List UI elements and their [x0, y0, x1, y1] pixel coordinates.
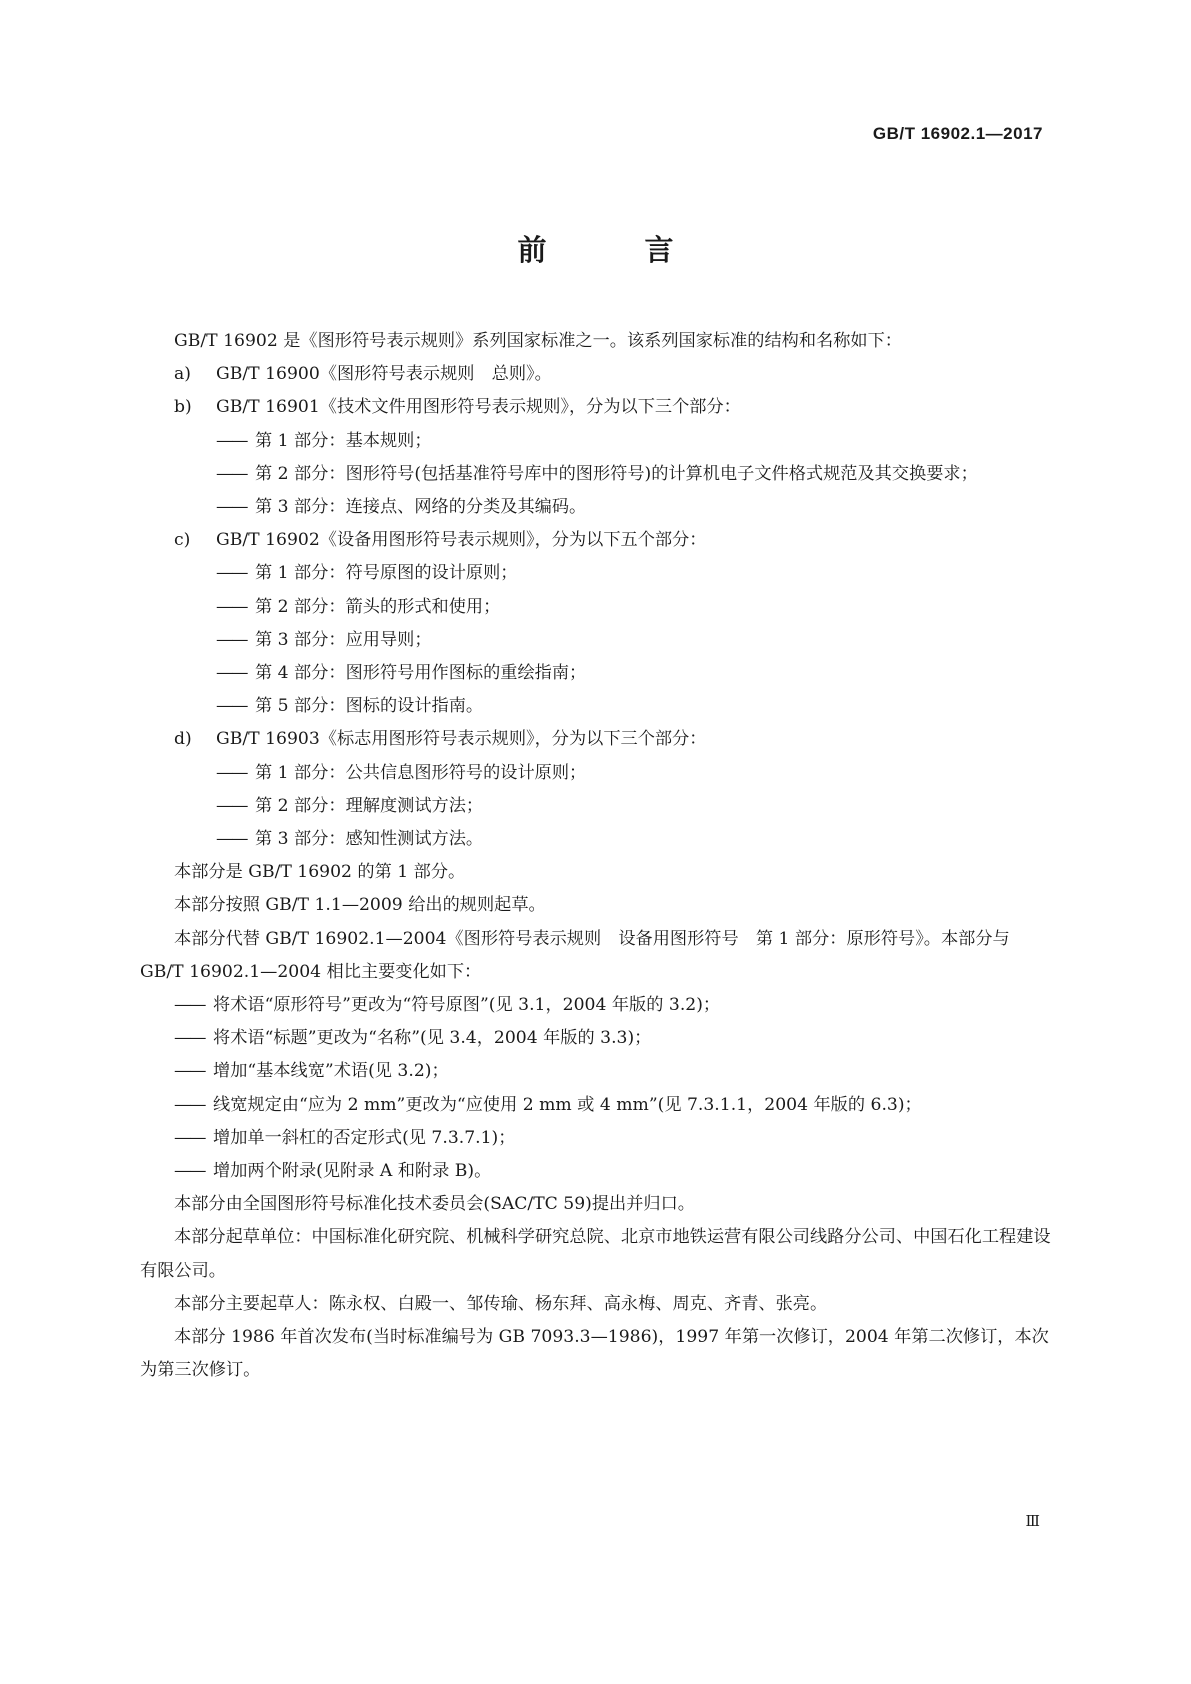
- part-statement: 本部分是 GB/T 16902 的第 1 部分。: [174, 862, 466, 883]
- page-number: Ⅲ: [1025, 1512, 1039, 1530]
- change-item: [140, 1089, 1052, 1122]
- dash-mark: ——: [216, 663, 247, 684]
- list-text: GB/T 16903《标志用图形符号表示规则》，分为以下三个部分：: [216, 729, 707, 750]
- sub-list-item: [140, 690, 1052, 723]
- sub-list-item: [140, 557, 1052, 590]
- sub-list-item: [140, 491, 1052, 524]
- change-item: [140, 1055, 1052, 1088]
- dash-mark: ——: [216, 497, 247, 518]
- dash-mark: ——: [174, 1127, 205, 1148]
- dash-mark: ——: [174, 1094, 205, 1115]
- dash-mark: ——: [174, 995, 205, 1016]
- list-label: d): [174, 729, 192, 750]
- list-label: b): [174, 397, 192, 418]
- drafting-units: 本部分起草单位：中国标准化研究院、机械科学研究总院、北京市地铁运营有限公司线路分公司、中国石化工程建设有限公司。: [140, 1227, 1051, 1281]
- sub-list-item: [140, 591, 1052, 624]
- drafting-rule: 本部分按照 GB/T 1.1—2009 给出的规则起草。: [174, 895, 546, 916]
- change-item: [140, 1122, 1052, 1155]
- sub-list-text: 第 3 部分：感知性测试方法。: [255, 829, 484, 850]
- sub-list-text: 第 1 部分：符号原图的设计原则；: [255, 563, 518, 584]
- change-item: [140, 989, 1052, 1022]
- sub-list-text: 第 2 部分：理解度测试方法；: [255, 795, 484, 816]
- sub-list-item: [140, 425, 1052, 458]
- dash-mark: ——: [216, 629, 247, 650]
- intro-paragraph: GB/T 16902 是《图形符号表示规则》系列国家标准之一。该系列国家标准的结构和名称如下：: [174, 331, 902, 351]
- dash-mark: ——: [216, 596, 247, 617]
- revision-history: 本部分 1986 年首次发布(当时标准编号为 GB 7093.3—1986)，1997 年第一次修订，2004 年第二次修订，本次为第三次修订。: [140, 1327, 1049, 1381]
- replaces-statement: 本部分代替 GB/T 16902.1—2004《图形符号表示规则 设备用图形符号 第 1 部分：原形符号》。本部分与 GB/T 16902.1—2004 相比主要变化如下：: [140, 928, 1010, 982]
- sub-list-item: [140, 458, 1052, 491]
- dash-mark: ——: [216, 829, 247, 850]
- sub-list-item: [140, 757, 1052, 790]
- document-code: GB/T 16902.1—2017: [872, 124, 1043, 143]
- change-text: 线宽规定由“应为 2 mm”更改为“应使用 2 mm 或 4 mm”(见 7.3.1.1，2004 年版的 6.3)；: [213, 1094, 922, 1115]
- dash-mark: ——: [216, 762, 247, 783]
- sub-list-item: [140, 657, 1052, 690]
- sub-list-text: 第 1 部分：公共信息图形符号的设计原则；: [255, 762, 587, 783]
- sub-list-text: 第 3 部分：应用导则；: [255, 629, 432, 650]
- list-item-a: [140, 358, 1052, 391]
- page-title: 前 言: [517, 233, 718, 267]
- change-text: 增加单一斜杠的否定形式(见 7.3.7.1)；: [213, 1127, 516, 1148]
- dash-mark: ——: [216, 430, 247, 451]
- list-label: a): [174, 364, 191, 385]
- list-item-d: [140, 723, 1052, 756]
- change-item: [140, 1155, 1052, 1188]
- dash-mark: ——: [174, 1161, 205, 1182]
- drafters: 本部分主要起草人：陈永权、白殿一、邹传瑜、杨东拜、高永梅、周克、齐青、张亮。: [174, 1293, 828, 1314]
- change-text: 将术语“原形符号”更改为“符号原图”(见 3.1，2004 年版的 3.2)；: [213, 995, 721, 1016]
- sub-list-text: 第 2 部分：图形符号(包括基准符号库中的图形符号)的计算机电子文件格式规范及其交换要求；: [255, 463, 978, 484]
- list-text: GB/T 16902《设备用图形符号表示规则》，分为以下五个部分：: [216, 530, 707, 551]
- change-text: 增加“基本线宽”术语(见 3.2)；: [213, 1061, 449, 1082]
- proposed-by: 本部分由全国图形符号标准化技术委员会(SAC/TC 59)提出并归口。: [174, 1194, 695, 1215]
- sub-list-text: 第 4 部分：图形符号用作图标的重绘指南；: [255, 663, 587, 684]
- sub-list-text: 第 5 部分：图标的设计指南。: [255, 696, 484, 717]
- dash-mark: ——: [174, 1061, 205, 1082]
- list-text: GB/T 16900《图形符号表示规则 总则》。: [216, 364, 552, 385]
- foreword-body: [140, 325, 1052, 1388]
- sub-list-text: 第 2 部分：箭头的形式和使用；: [255, 596, 501, 617]
- sub-list-text: 第 3 部分：连接点、网络的分类及其编码。: [255, 497, 587, 518]
- sub-list-text: 第 1 部分：基本规则；: [255, 430, 432, 451]
- list-item-c: [140, 524, 1052, 557]
- dash-mark: ——: [216, 795, 247, 816]
- change-text: 将术语“标题”更改为“名称”(见 3.4，2004 年版的 3.3)；: [213, 1028, 652, 1049]
- list-item-b: [140, 391, 1052, 424]
- dash-mark: ——: [216, 696, 247, 717]
- change-text: 增加两个附录(见附录 A 和附录 B)。: [213, 1161, 492, 1182]
- change-item: [140, 1022, 1052, 1055]
- dash-mark: ——: [216, 463, 247, 484]
- dash-mark: ——: [216, 563, 247, 584]
- sub-list-item: [140, 790, 1052, 823]
- sub-list-item: [140, 823, 1052, 856]
- list-label: c): [174, 530, 191, 551]
- dash-mark: ——: [174, 1028, 205, 1049]
- list-text: GB/T 16901《技术文件用图形符号表示规则》，分为以下三个部分：: [216, 397, 741, 418]
- sub-list-item: [140, 624, 1052, 657]
